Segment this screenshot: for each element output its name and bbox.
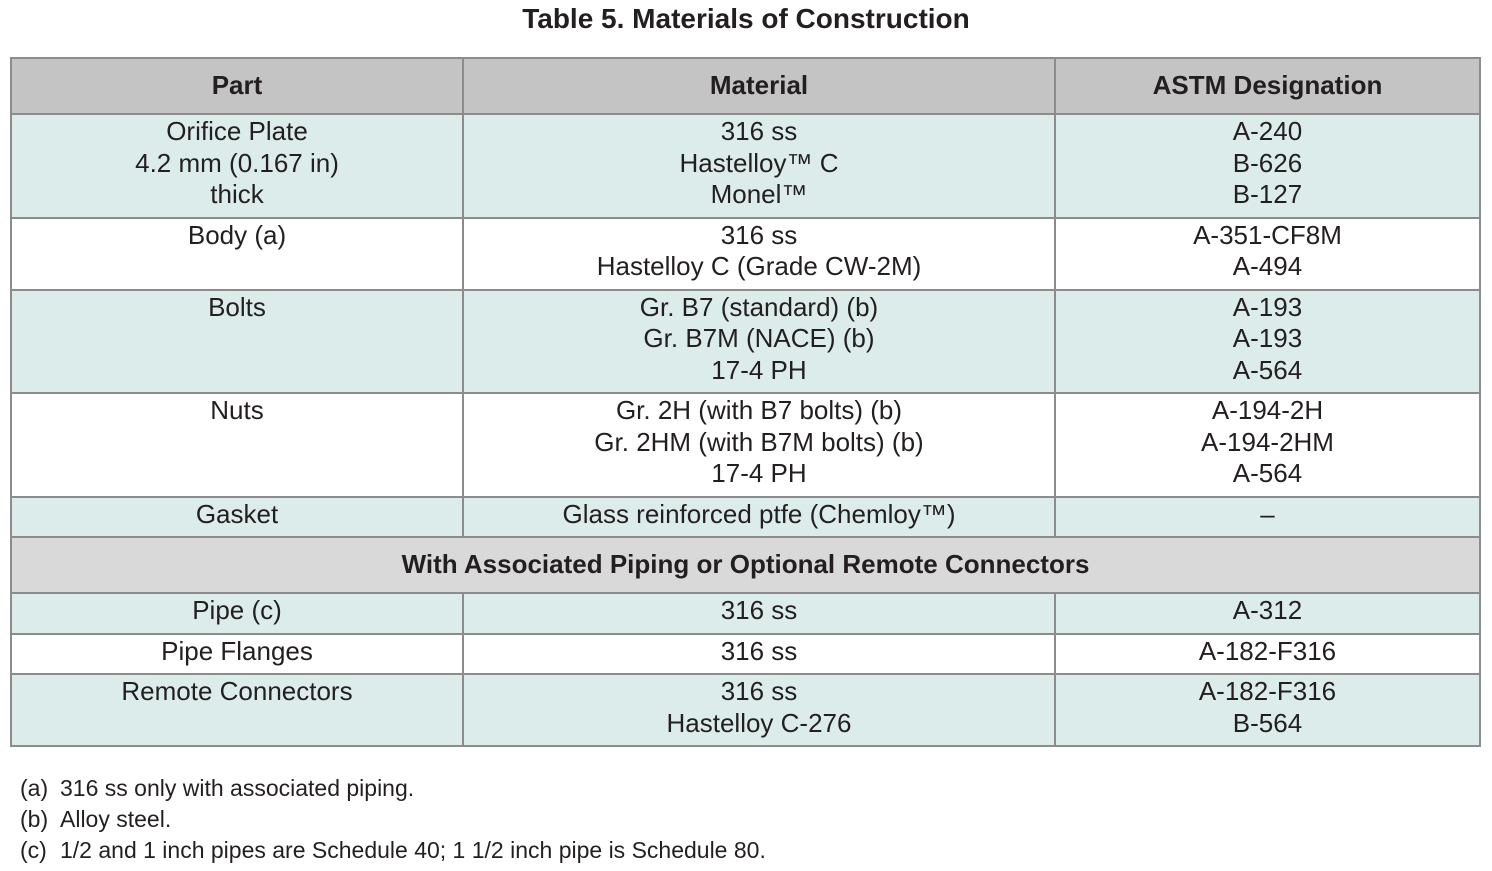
section-header-row bbox=[11, 537, 1480, 593]
table-row bbox=[11, 674, 1480, 746]
astm-cell bbox=[1055, 593, 1480, 634]
part-cell bbox=[11, 593, 463, 634]
cell-line: A-194-2HM bbox=[1201, 426, 1334, 457]
material-cell bbox=[463, 634, 1055, 675]
cell-line: Body (a) bbox=[187, 219, 287, 250]
cell-line: Pipe (c) bbox=[192, 595, 282, 625]
cell-line: A-194-2H bbox=[1211, 395, 1324, 425]
astm-cell bbox=[1055, 674, 1480, 746]
cell-line: A-193 bbox=[1232, 291, 1303, 322]
cell-line: Bolts bbox=[208, 291, 266, 322]
table-row bbox=[11, 114, 1480, 218]
table-row bbox=[11, 634, 1480, 675]
material-cell bbox=[463, 218, 1055, 290]
table-row bbox=[11, 593, 1480, 634]
cell-line: Orifice Plate bbox=[166, 116, 308, 146]
part-cell bbox=[11, 290, 463, 394]
header-part: Part bbox=[11, 58, 463, 114]
cell-line: A-240 bbox=[1232, 116, 1303, 146]
cell-line: A-182-F316 bbox=[1198, 676, 1337, 706]
cell-line: 316 ss bbox=[720, 595, 798, 625]
table-row bbox=[11, 290, 1480, 394]
material-cell bbox=[463, 497, 1055, 538]
astm-cell bbox=[1055, 634, 1480, 675]
part-cell bbox=[11, 114, 463, 218]
cell-line: A-564 bbox=[1232, 354, 1303, 385]
footnote-text: 1/2 and 1 inch pipes are Schedule 40; 1 1/2 inch pipe is Schedule 80. bbox=[60, 837, 766, 863]
cell-line: B-564 bbox=[1232, 707, 1303, 738]
part-cell bbox=[11, 674, 463, 746]
astm-cell bbox=[1055, 497, 1480, 538]
cell-line: Gasket bbox=[195, 498, 279, 529]
cell-line: B-127 bbox=[1232, 179, 1303, 209]
material-cell bbox=[463, 290, 1055, 394]
material-cell bbox=[463, 114, 1055, 218]
footnote-label: (b) bbox=[20, 806, 49, 832]
table-title: Table 5. Materials of Construction bbox=[522, 3, 970, 34]
footnote-text: 316 ss only with associated piping. bbox=[60, 775, 415, 801]
header-material: Material bbox=[463, 58, 1055, 114]
footnote-label: (c) bbox=[20, 837, 47, 863]
cell-line: A-494 bbox=[1232, 251, 1303, 281]
astm-cell bbox=[1055, 393, 1480, 497]
part-cell bbox=[11, 497, 463, 538]
footnote-c bbox=[20, 835, 766, 866]
table-row bbox=[11, 218, 1480, 290]
part-cell bbox=[11, 393, 463, 497]
material-cell bbox=[463, 593, 1055, 634]
cell-line: Pipe Flanges bbox=[161, 635, 313, 666]
table-header-row bbox=[11, 58, 1480, 114]
section-title: With Associated Piping or Optional Remote Connectors bbox=[11, 537, 1480, 593]
cell-line: B-626 bbox=[1232, 147, 1303, 178]
cell-line: Hastelloy C-276 bbox=[666, 707, 852, 738]
cell-line: thick bbox=[210, 179, 264, 209]
cell-line: Hastelloy C (Grade CW-2M) bbox=[596, 251, 922, 281]
cell-line: Remote Connectors bbox=[121, 676, 353, 706]
cell-line: Nuts bbox=[210, 395, 264, 425]
astm-cell bbox=[1055, 218, 1480, 290]
material-cell bbox=[463, 674, 1055, 746]
cell-line: 316 ss bbox=[720, 635, 798, 666]
cell-line: 316 ss bbox=[720, 116, 798, 146]
footnote-b bbox=[20, 804, 766, 835]
footnote-a bbox=[20, 773, 766, 804]
cell-line: A-193 bbox=[1232, 323, 1303, 353]
table-row bbox=[11, 497, 1480, 538]
footnote-text: Alloy steel. bbox=[60, 806, 172, 832]
cell-line: Gr. B7M (NACE) (b) bbox=[643, 323, 875, 353]
cell-line: A-182-F316 bbox=[1198, 635, 1337, 666]
cell-line: Glass reinforced ptfe (Chemloy™) bbox=[562, 498, 956, 529]
cell-line: 316 ss bbox=[720, 676, 798, 706]
astm-cell bbox=[1055, 290, 1480, 394]
cell-line: Monel™ bbox=[710, 179, 808, 209]
astm-cell bbox=[1055, 114, 1480, 218]
cell-line: – bbox=[1260, 498, 1275, 529]
cell-line: 17-4 PH bbox=[711, 354, 807, 385]
header-astm-designation: ASTM Designation bbox=[1055, 58, 1480, 114]
footnote-label: (a) bbox=[20, 775, 49, 801]
cell-line: A-564 bbox=[1232, 458, 1303, 488]
materials-table bbox=[10, 57, 1481, 747]
cell-line: Hastelloy™ C bbox=[679, 147, 839, 178]
cell-line: 4.2 mm (0.167 in) bbox=[135, 147, 339, 178]
part-cell bbox=[11, 218, 463, 290]
cell-line: Gr. 2H (with B7 bolts) (b) bbox=[615, 395, 903, 425]
table-row bbox=[11, 393, 1480, 497]
footnotes bbox=[20, 773, 766, 866]
part-cell bbox=[11, 634, 463, 675]
cell-line: A-312 bbox=[1232, 595, 1303, 625]
cell-line: A-351-CF8M bbox=[1193, 219, 1342, 250]
cell-line: Gr. B7 (standard) (b) bbox=[639, 291, 879, 322]
cell-line: Gr. 2HM (with B7M bolts) (b) bbox=[594, 426, 924, 457]
material-cell bbox=[463, 393, 1055, 497]
cell-line: 17-4 PH bbox=[711, 458, 807, 488]
cell-line: 316 ss bbox=[720, 219, 798, 250]
